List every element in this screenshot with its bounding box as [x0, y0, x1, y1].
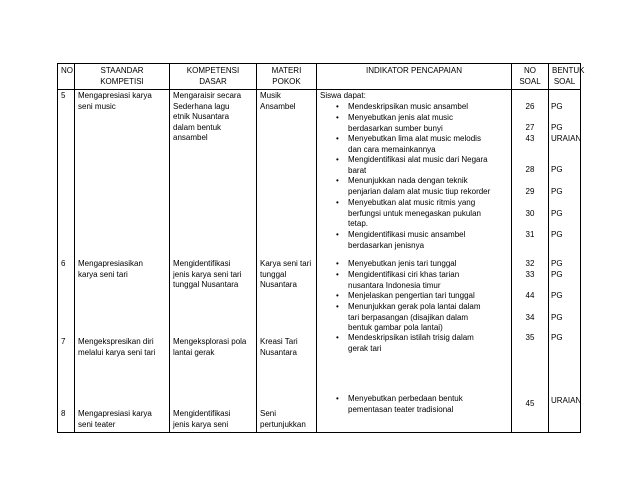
indicator-text: Mendeskripsikan music ansambel: [348, 102, 469, 111]
indicator-text: gerak tari: [348, 343, 382, 353]
kompetensi-dasar-text-line: etnik Nusantara: [173, 112, 230, 121]
materi-pokok-text-line: Seni: [260, 409, 277, 418]
indicator-item: [320, 102, 508, 113]
kompetensi-dasar-text-line: lantai gerak: [173, 347, 215, 357]
standar-kompetensi-text-line: seni teater: [78, 419, 116, 429]
bentuk-soal-value: PG: [551, 123, 563, 132]
row-number: 7: [61, 337, 66, 346]
kompetensi-dasar-text-line: Mengidentifikasi: [173, 259, 231, 268]
indicator-text: berdasarkan sumber bunyi: [348, 123, 443, 133]
bentuk-soal-value: PG: [551, 165, 563, 174]
bullet-icon: •: [336, 176, 339, 185]
bentuk-soal-value: PG: [551, 230, 563, 239]
header-no: NO: [58, 64, 75, 90]
col-kompetensi-dasar: [170, 90, 257, 433]
no-soal-value: 33: [525, 270, 535, 279]
col-no-soal: [512, 90, 549, 433]
bullet-icon: •: [336, 155, 339, 164]
materi-pokok-text-line: tunggal: [260, 269, 287, 279]
bullet-icon: •: [336, 230, 339, 239]
kompetensi-dasar-text: [173, 259, 253, 291]
kisi-kisi-table: [57, 63, 585, 433]
kompetensi-dasar-text-line: Mengaraisir secara: [173, 91, 242, 100]
header-indikator: INDIKATOR PENCAPAIAN: [317, 64, 512, 90]
bentuk-soal-value: PG: [551, 187, 563, 196]
row-number: 5: [61, 91, 66, 100]
header-materi-pokok: MATERI POKOK: [257, 64, 317, 90]
indicator-item: [320, 302, 508, 334]
no-soal-value: 27: [525, 123, 535, 132]
indicator-text: Menjelaskan pengertian tari tunggal: [348, 291, 475, 300]
indicator-text: Mendeskripsikan istilah trisig dalam: [348, 333, 474, 342]
header-bentuk-soal: BENTUK SOAL: [549, 64, 581, 90]
bullet-icon: •: [336, 134, 339, 143]
kompetensi-dasar-text-line: Mengeksplorasi pola: [173, 337, 247, 346]
materi-pokok-text-line: Nusantara: [260, 280, 297, 289]
indicator-item: [320, 270, 508, 291]
bullet-icon: •: [336, 102, 339, 111]
header-standar-kompetensi: STAANDAR KOMPETISI: [75, 64, 170, 90]
col-bentuk-soal: [549, 90, 581, 433]
kompetensi-dasar-text: [173, 337, 253, 358]
bentuk-soal-value: PG: [551, 209, 563, 218]
indicator-text: Menunjukkan gerak pola lantai dalam: [348, 302, 481, 311]
standar-kompetensi-text-line: karya seni tari: [78, 269, 128, 279]
col-materi-pokok: [257, 90, 317, 433]
indicator-item: [320, 155, 508, 176]
indicator-text: Menyebutkan jenis alat music: [348, 113, 453, 122]
indicator-text: nusantara Indonesia timur: [348, 280, 441, 290]
bullet-icon: •: [336, 259, 339, 268]
indicator-text: dan cara memainkannya: [348, 144, 436, 154]
standar-kompetensi-text-line: Mengekspresikan diri: [78, 337, 154, 346]
no-soal-value: 45: [525, 399, 535, 408]
materi-pokok-text: [260, 91, 313, 112]
standar-kompetensi-text-line: seni music: [78, 101, 116, 111]
indicator-item: [320, 134, 508, 155]
standar-kompetensi-text: [78, 409, 166, 430]
no-soal-value: 28: [525, 165, 535, 174]
no-soal-value: 35: [525, 333, 535, 342]
standar-kompetensi-text: [78, 91, 166, 112]
indicator-item: [320, 394, 508, 415]
no-soal-value: 31: [525, 230, 535, 239]
standar-kompetensi-text: [78, 337, 166, 358]
indicator-text: Menyebutkan lima alat music melodis: [348, 134, 481, 143]
kompetensi-dasar-text-line: tunggal Nusantara: [173, 280, 239, 289]
header-row: [58, 64, 581, 90]
indicator-item: [320, 176, 508, 197]
no-soal-value: 29: [525, 187, 535, 196]
bullet-icon: •: [336, 394, 339, 403]
row-number: 6: [61, 259, 66, 268]
standar-kompetensi-text-line: Mengapresiasikan: [78, 259, 143, 268]
bentuk-soal-value: URAIAN: [551, 134, 582, 143]
kompetensi-dasar-text-line: Mengidentifikasi: [173, 409, 231, 418]
col-standar-kompetensi: [75, 90, 170, 433]
materi-pokok-text: [260, 259, 313, 291]
indicator-text: berfungsi untuk menegaskan pukulan: [348, 208, 481, 218]
indicator-text: Menyebutkan alat music ritmis yang: [348, 198, 476, 207]
header-kompetensi-dasar: KOMPETENSI DASAR: [170, 64, 257, 90]
indicator-item: [320, 259, 508, 270]
kompetensi-dasar-text-line: ansambel: [173, 133, 208, 142]
no-soal-value: 26: [525, 102, 535, 111]
bullet-icon: •: [336, 302, 339, 311]
kompetensi-dasar-text-line: dalam bentuk: [173, 122, 222, 132]
standar-kompetensi-text: [78, 259, 166, 280]
standar-kompetensi-text-line: Mengapresiasi karya: [78, 409, 152, 418]
no-soal-value: 30: [525, 209, 535, 218]
bullet-icon: •: [336, 333, 339, 342]
indicator-text: pementasan teater tradisional: [348, 404, 454, 414]
indicator-item: [320, 113, 508, 134]
col-no: [58, 90, 75, 433]
kompetensi-dasar-text-line: Sederhana lagu: [173, 101, 230, 111]
materi-pokok-text-line: Karya seni tari: [260, 259, 312, 268]
materi-pokok-text-line: Nusantara: [260, 347, 297, 357]
kompetensi-dasar-text: [173, 91, 253, 144]
bullet-icon: •: [336, 113, 339, 122]
indicator-text: Mengidentifikasi alat music dari Negara: [348, 155, 488, 164]
indicator-text: Menyebutkan perbedaan bentuk: [348, 394, 463, 403]
materi-pokok-text-line: Musik Ansambel: [260, 91, 296, 111]
bentuk-soal-value: PG: [551, 102, 563, 111]
indicator-text: Menyebutkan jenis tari tunggal: [348, 259, 457, 268]
indicator-item: [320, 333, 508, 354]
header-no-soal: NO SOAL: [512, 64, 549, 90]
no-soal-value: 32: [525, 259, 535, 268]
col-indikator: [317, 90, 512, 433]
bullet-icon: •: [336, 270, 339, 279]
bullet-icon: •: [336, 291, 339, 300]
materi-pokok-text-line: Kreasi Tari: [260, 337, 298, 346]
row-number: 8: [61, 409, 66, 418]
indicator-item: [320, 198, 508, 230]
indicator-text: tetap.: [348, 219, 369, 228]
indicator-text: Mengidentifikasi music ansambel: [348, 230, 466, 239]
indicator-text: Mengidentifikasi ciri khas tarian: [348, 270, 460, 279]
indicator-text: bentuk gambar pola lantai): [348, 323, 443, 332]
indicator-item: [320, 230, 508, 251]
standar-kompetensi-text-line: melalui karya seni tari: [78, 347, 156, 357]
table-row: [58, 90, 581, 433]
kompetensi-dasar-text: [173, 409, 253, 430]
indicator-text: penjarian dalam alat music tiup rekorder: [348, 186, 491, 196]
indicator-text: tari berpasangan (disajikan dalam: [348, 312, 469, 322]
indicator-text: berdasarkan jenisnya: [348, 240, 425, 250]
bentuk-soal-value: PG: [551, 259, 563, 268]
indicator-text: barat: [348, 165, 367, 175]
bentuk-soal-value: PG: [551, 333, 563, 342]
bentuk-soal-value: PG: [551, 313, 563, 322]
no-soal-value: 34: [525, 313, 535, 322]
no-soal-value: 43: [525, 134, 535, 143]
bentuk-soal-value: PG: [551, 291, 563, 300]
bentuk-soal-value: URAIAN: [551, 396, 582, 405]
kompetensi-dasar-text-line: jenis karya seni tari: [173, 269, 242, 279]
kompetensi-dasar-text-line: jenis karya seni: [173, 419, 229, 429]
materi-pokok-text: [260, 337, 313, 358]
bullet-icon: •: [336, 198, 339, 207]
bentuk-soal-value: PG: [551, 270, 563, 279]
indicator-item: [320, 291, 508, 302]
indikator-intro: Siswa dapat:: [320, 91, 366, 100]
no-soal-value: 44: [525, 291, 535, 300]
indicator-text: Menunjukkan nada dengan teknik: [348, 176, 468, 185]
standar-kompetensi-text-line: Mengapresiasi karya: [78, 91, 152, 100]
materi-pokok-text: [260, 409, 313, 430]
materi-pokok-text-line: pertunjukkan: [260, 419, 306, 429]
